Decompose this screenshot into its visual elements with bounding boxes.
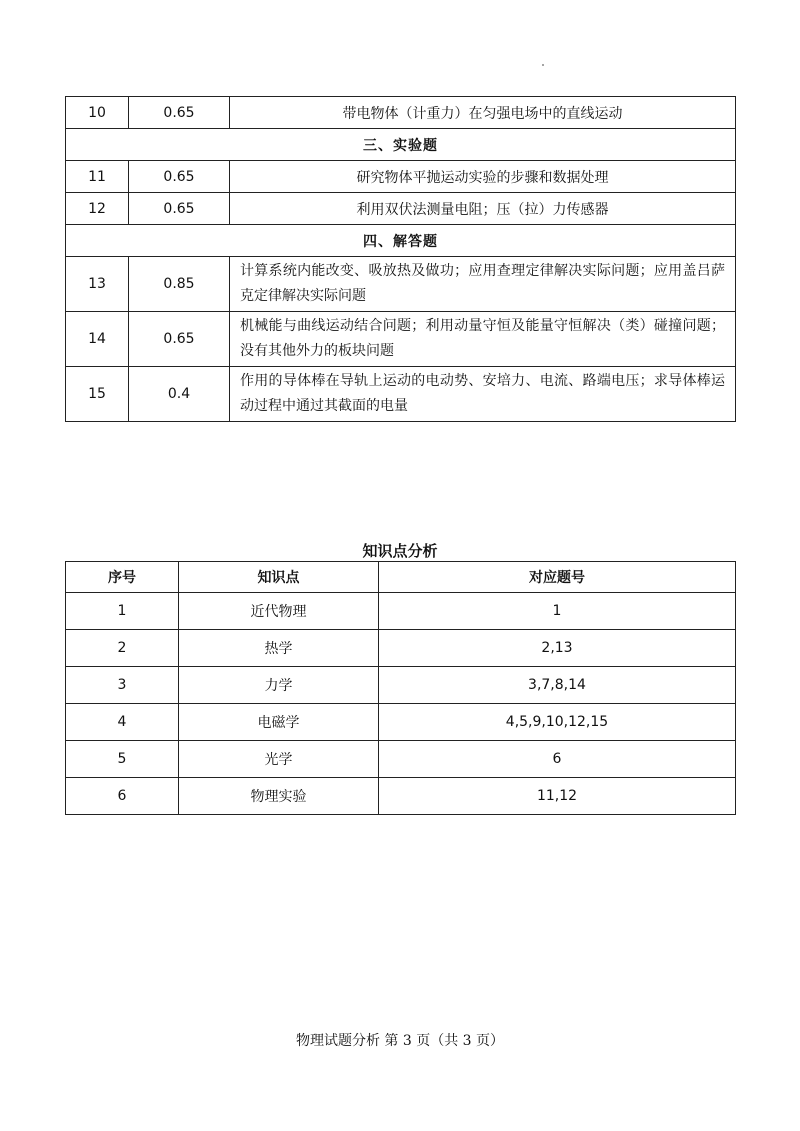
table-row (66, 667, 736, 704)
difficulty-value: 0.4 (129, 367, 230, 422)
table-row (66, 193, 736, 225)
question-analysis-table (65, 96, 736, 422)
question-numbers: 11,12 (379, 778, 736, 815)
question-numbers: 6 (379, 741, 736, 778)
question-number: 15 (66, 367, 129, 422)
header-questions: 对应题号 (379, 562, 736, 593)
knowledge-content: 利用双伏法测量电阻；压（拉）力传感器 (230, 193, 736, 225)
scan-dot (542, 64, 544, 66)
row-number: 4 (66, 704, 179, 741)
section-heading-solution: 四、解答题 (66, 225, 736, 257)
table-header-row (66, 562, 736, 593)
header-knowledge-point: 知识点 (179, 562, 379, 593)
header-number: 序号 (66, 562, 179, 593)
row-number: 5 (66, 741, 179, 778)
row-number: 1 (66, 593, 179, 630)
knowledge-point: 物理实验 (179, 778, 379, 815)
difficulty-value: 0.65 (129, 97, 230, 129)
row-number: 6 (66, 778, 179, 815)
knowledge-content: 机械能与曲线运动结合问题；利用动量守恒及能量守恒解决（类）碰撞问题；没有其他外力的板块问题 (230, 312, 736, 367)
question-numbers: 2,13 (379, 630, 736, 667)
knowledge-content: 作用的导体棒在导轨上运动的电动势、安培力、电流、路端电压；求导体棒运动过程中通过其截面的电量 (230, 367, 736, 422)
table-row (66, 704, 736, 741)
knowledge-point-table (65, 561, 736, 815)
question-number: 12 (66, 193, 129, 225)
difficulty-value: 0.65 (129, 193, 230, 225)
knowledge-content: 计算系统内能改变、吸放热及做功；应用查理定律解决实际问题；应用盖吕萨克定律解决实际问题 (230, 257, 736, 312)
section-row (66, 129, 736, 161)
question-numbers: 4,5,9,10,12,15 (379, 704, 736, 741)
table-row (66, 161, 736, 193)
knowledge-content: 研究物体平抛运动实验的步骤和数据处理 (230, 161, 736, 193)
table-row (66, 593, 736, 630)
question-numbers: 3,7,8,14 (379, 667, 736, 704)
knowledge-table-title: 知识点分析 (362, 542, 438, 560)
table-row (66, 630, 736, 667)
difficulty-value: 0.65 (129, 312, 230, 367)
table-row (66, 257, 736, 312)
table-row (66, 367, 736, 422)
row-number: 3 (66, 667, 179, 704)
question-numbers: 1 (379, 593, 736, 630)
page-footer: 物理试题分析 第 3 页（共 3 页） (295, 1033, 505, 1049)
section-heading-experiment: 三、实验题 (66, 129, 736, 161)
difficulty-value: 0.85 (129, 257, 230, 312)
question-number: 14 (66, 312, 129, 367)
table-row (66, 312, 736, 367)
question-number: 10 (66, 97, 129, 129)
knowledge-point: 近代物理 (179, 593, 379, 630)
knowledge-point: 电磁学 (179, 704, 379, 741)
question-number: 13 (66, 257, 129, 312)
section-row (66, 225, 736, 257)
table-row (66, 741, 736, 778)
table-row (66, 97, 736, 129)
knowledge-point: 光学 (179, 741, 379, 778)
difficulty-value: 0.65 (129, 161, 230, 193)
table-row (66, 778, 736, 815)
row-number: 2 (66, 630, 179, 667)
knowledge-point: 热学 (179, 630, 379, 667)
knowledge-content: 带电物体（计重力）在匀强电场中的直线运动 (230, 97, 736, 129)
knowledge-point: 力学 (179, 667, 379, 704)
question-number: 11 (66, 161, 129, 193)
